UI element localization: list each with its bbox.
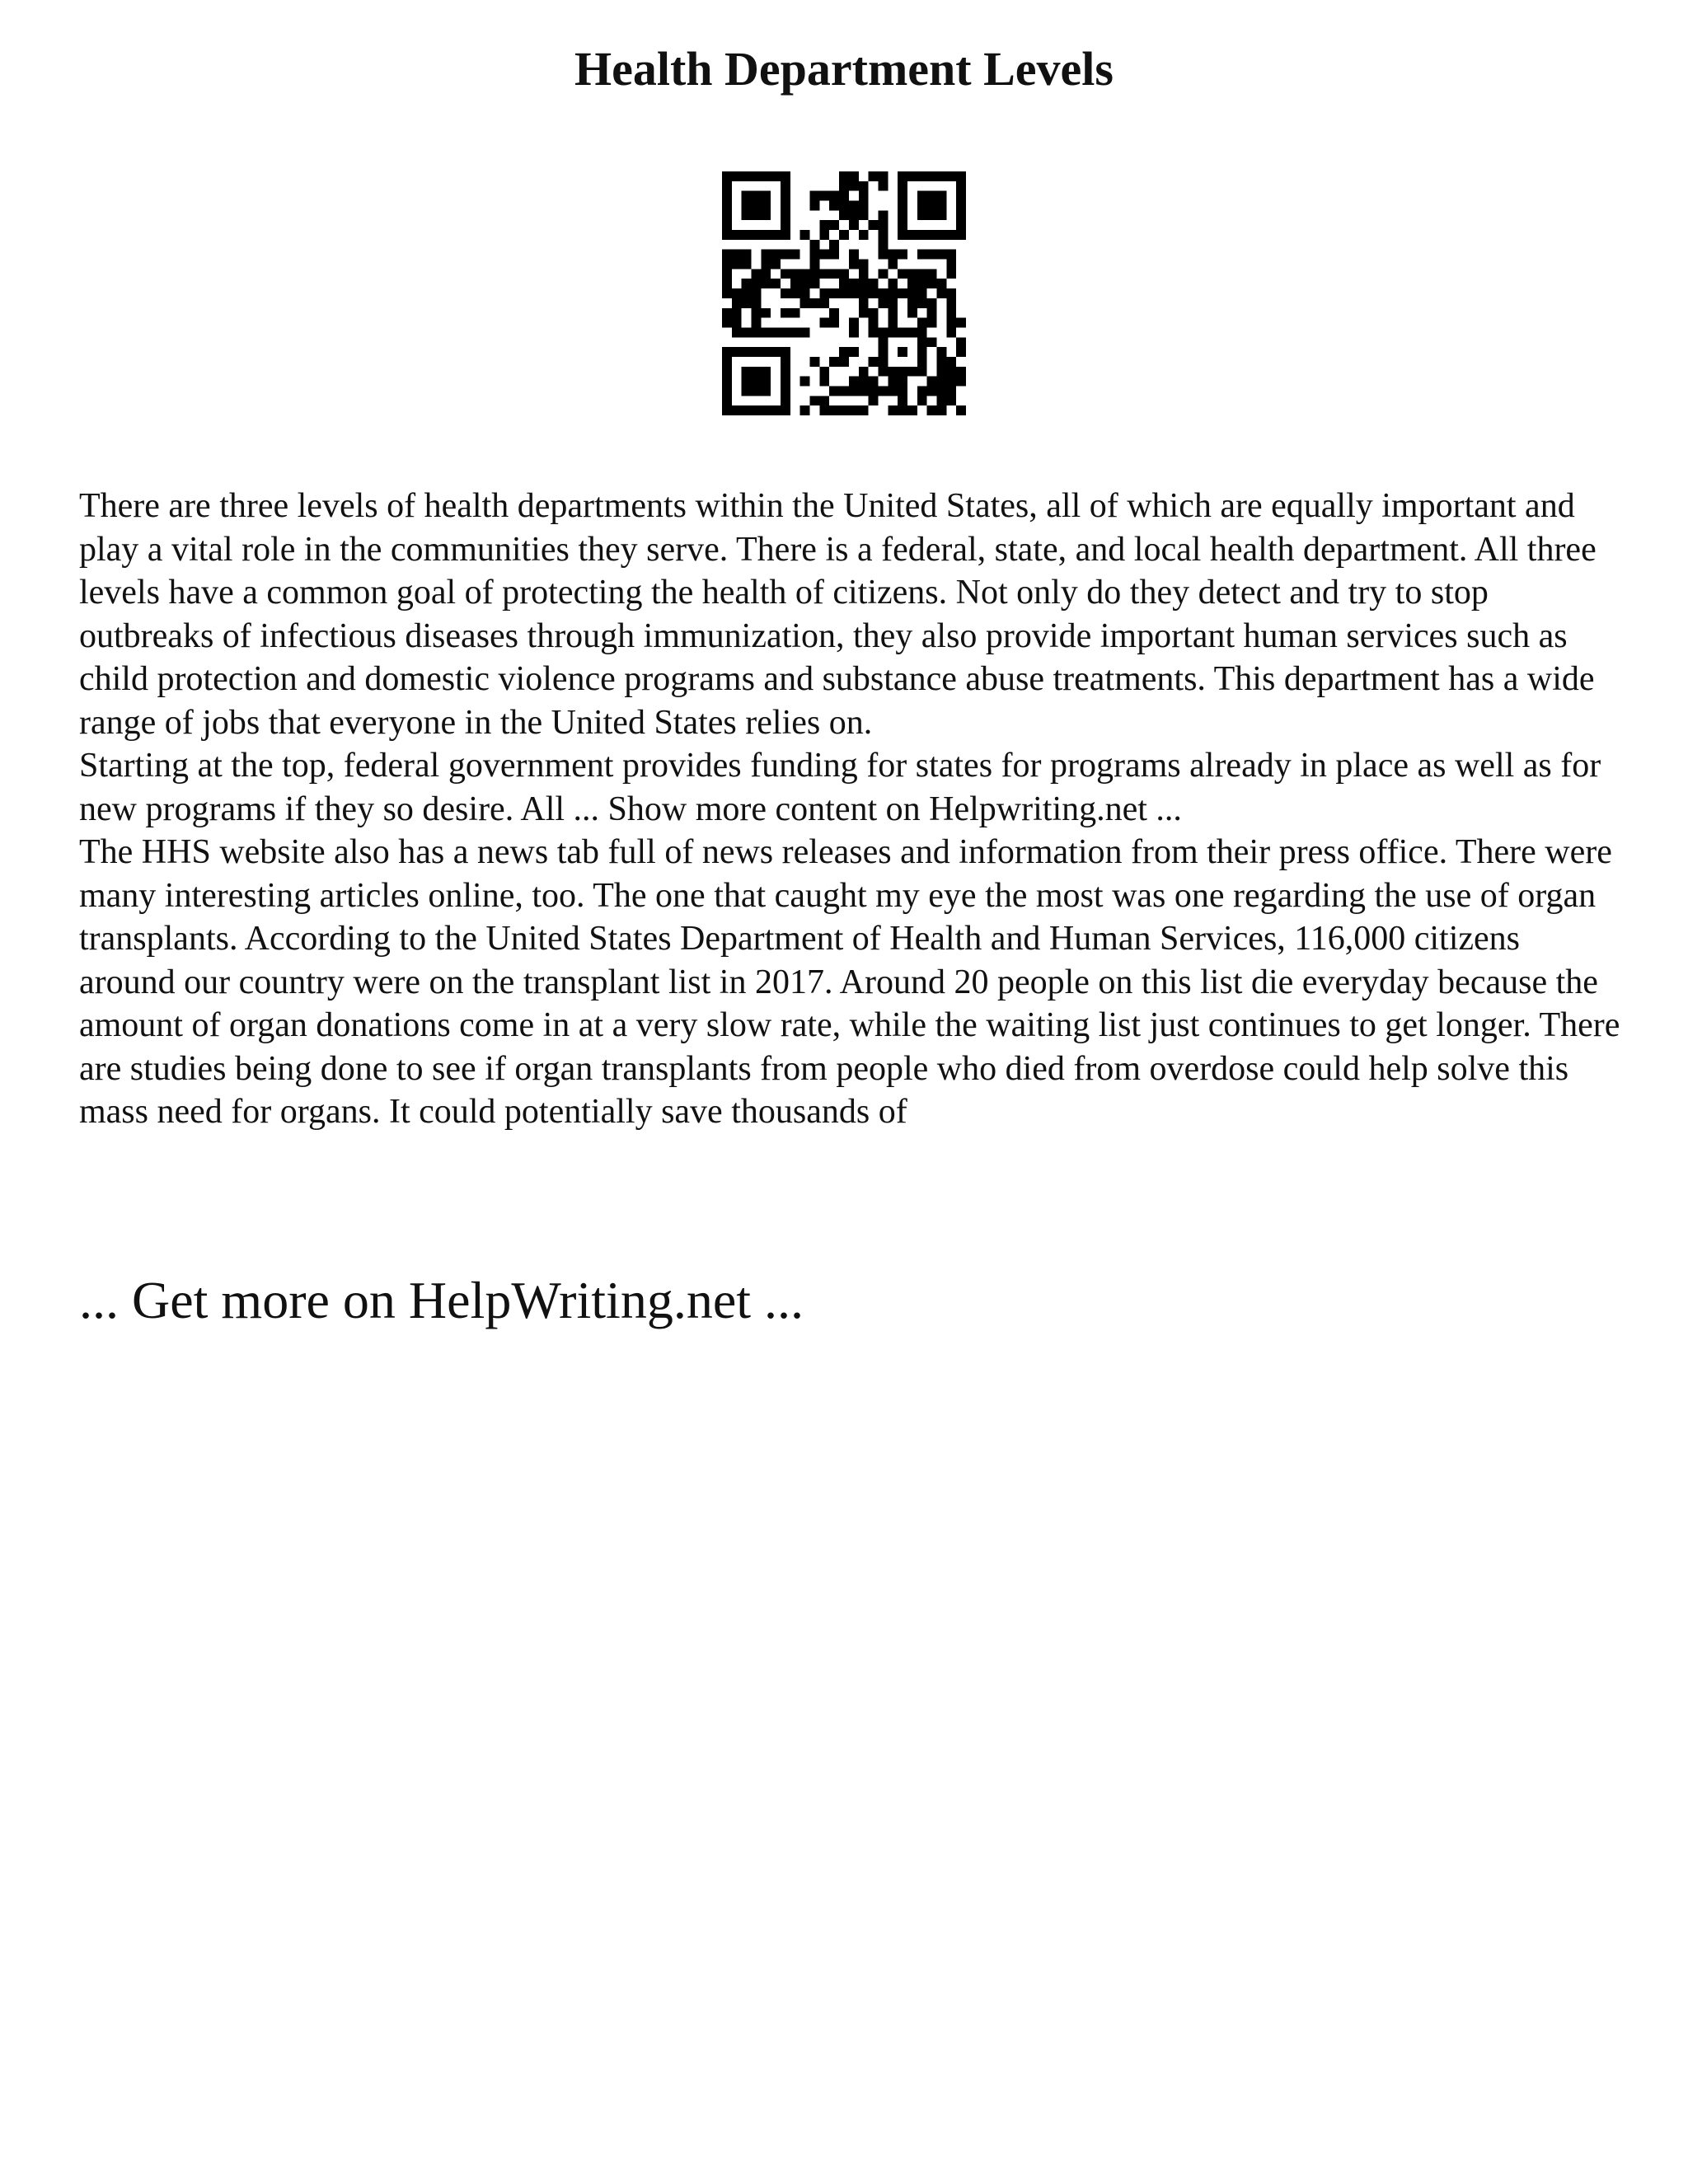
get-more-link[interactable]: ... Get more on HelpWriting.net ...	[79, 1271, 804, 1329]
body-text	[79, 485, 1620, 1134]
page-title: Health Department Levels	[574, 42, 1114, 96]
paragraph: There are three levels of health departments within the United States, all of which are equally important and play a vital role in the communities they serve. There is a federal, state, and local health department. All three levels have a common goal of protecting the health of citizens. Not only do they detect and try to stop outbreaks of infectious diseases through immunization, they also provide important human services such as child protection and domestic violence programs and substance abuse treatments. This department has a wide range of jobs that everyone in the United States relies on.	[79, 487, 1597, 742]
paragraph: The HHS website also has a news tab full of news releases and information from their press office. There were many interesting articles online, too. The one that caught my eye the most was one regarding the use of organ transplants. According to the United States Department of Health and Human Services, 116,000 citizens around our country were on the transplant list in 2017. Around 20 people on this list die everyday because the amount of organ donations come in at a very slow rate, while the waiting list just continues to get longer. There are studies being done to see if organ transplants from people who died from overdose could help solve this mass need for organs. It could potentially save thousands of	[79, 833, 1620, 1131]
paragraph: Starting at the top, federal government provides funding for states for programs already in place as well as for new programs if they so desire. All ... Show more content on Helpwriting.net ...	[79, 747, 1601, 828]
qr-code-icon[interactable]	[722, 171, 966, 415]
